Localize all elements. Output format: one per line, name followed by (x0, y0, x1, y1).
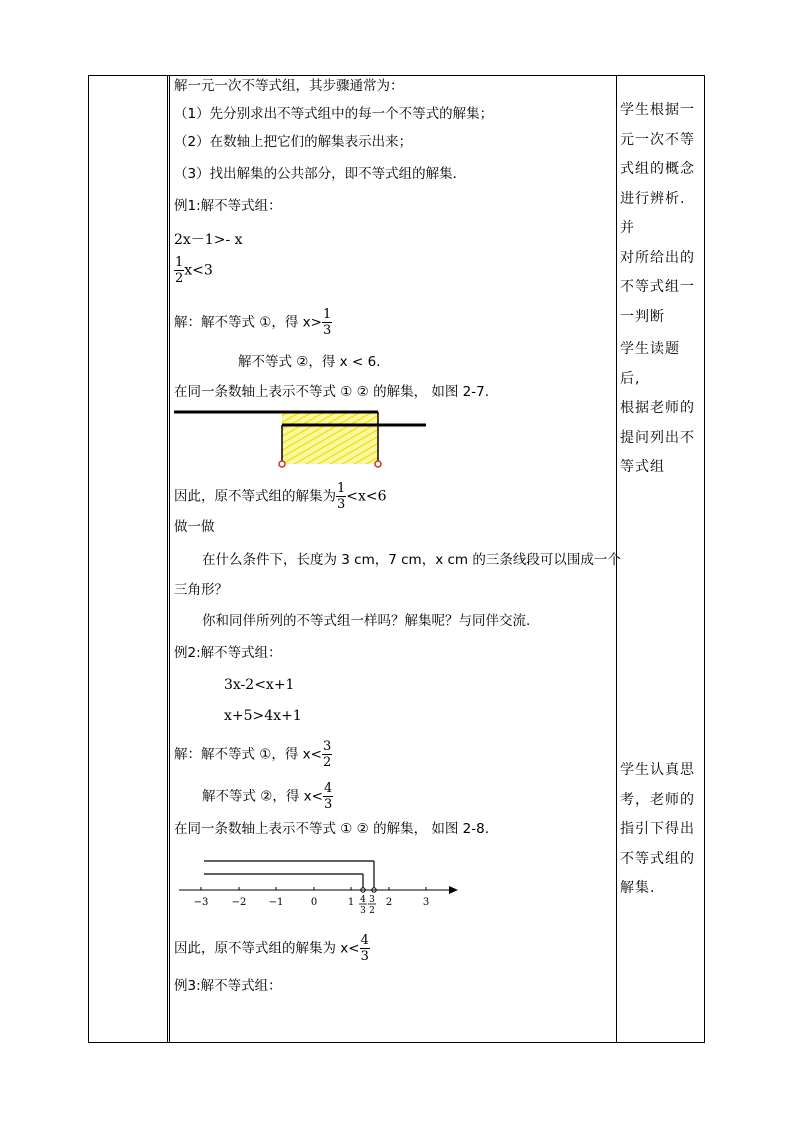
fraction: $\frac{4}{3}$ (324, 781, 333, 812)
try-it-paragraph-1: 在什么条件下，长度为 3 cm，7 cm，x cm 的三条线段可以围成一个 (202, 552, 621, 568)
example-1-inequality-1: 2x－1>- x (174, 232, 243, 248)
tick-label-3-2-num: 3 (369, 895, 375, 905)
hatched-region (282, 412, 378, 464)
side-note-3 (620, 756, 700, 904)
example-1-result: 因此，原不等式组的解集为 $\frac{1}{3}$ <x<6 (174, 481, 387, 512)
example-2-result: 因此，原不等式组的解集为 x< $\frac{4}{3}$ (174, 933, 369, 964)
example-2-title: 例2:解不等式组： (174, 645, 282, 661)
side-note-line: 考，老师的 (620, 791, 695, 808)
fraction: $\frac{3}{2}$ (323, 739, 332, 770)
side-note-line: 学生认真思 (620, 762, 695, 778)
side-note-line: 指引下得出 (620, 821, 695, 837)
example-2-solution-1: 解：解不等式 ①，得 x< $\frac{3}{2}$ (174, 739, 332, 770)
example-1-solution-1: 解：解不等式 ①，得 x> $\frac{1}{3}$ (174, 307, 332, 338)
tick-label: −1 (268, 897, 284, 908)
fraction: $\frac{4}{3}$ (360, 933, 369, 964)
tick-label: 2 (385, 897, 393, 908)
intro-text: 解一元一次不等式组，其步骤通常为： (174, 78, 404, 94)
try-it-paragraph-2: 你和同伴所列的不等式组一样吗？解集呢？与同伴交流. (202, 613, 531, 629)
side-note-line: 学生读题后, (620, 341, 680, 387)
side-note-line: 根据老师的 (620, 400, 695, 416)
example-2-inequality-2: x+5>4x+1 (224, 708, 302, 724)
side-note-1 (620, 96, 700, 332)
tick-label: 3 (422, 897, 430, 908)
figure-2-7 (174, 408, 434, 470)
step-1: （1）先分别求出不等式组中的每一个不等式的解集； (174, 106, 494, 122)
fraction: $\frac{1}{3}$ (337, 481, 346, 512)
side-note-line: 对所给出的 (620, 249, 695, 266)
fraction: $\frac{1}{3}$ (323, 307, 332, 338)
side-note-line: 进行辨析.并 (620, 190, 686, 236)
example-3-title: 例3:解不等式组： (174, 978, 282, 994)
try-it-paragraph-1b: 三角形？ (174, 582, 228, 598)
example-1-axis-text: 在同一条数轴上表示不等式 ① ② 的解集， 如图 2-7. (174, 384, 490, 400)
tick-label: 1 (347, 897, 355, 908)
step-3: （3）找出解集的公共部分，即不等式组的解集． (174, 166, 467, 182)
example-2-axis-text: 在同一条数轴上表示不等式 ① ② 的解集， 如图 2-8. (174, 821, 490, 837)
example-1-title: 例1:解不等式组： (174, 198, 282, 214)
side-note-line: 等式组 (620, 459, 665, 475)
open-endpoint-right (375, 461, 381, 467)
side-note-line: 学生根据一 (620, 102, 695, 118)
tick-label: 0 (310, 897, 318, 908)
side-note-line: 不等式组的 (620, 850, 695, 867)
axis-arrow-icon (449, 886, 458, 894)
side-note-line: 一判断 (620, 308, 665, 325)
figure-2-8 (174, 855, 464, 919)
example-2-solution-2: 解不等式 ②，得 x< $\frac{4}{3}$ (202, 781, 333, 812)
side-note-line: 元一次不等 (620, 131, 695, 148)
try-it-title: 做一做 (174, 519, 215, 535)
side-note-line: 式组的概念 (620, 161, 695, 177)
step-2: （2）在数轴上把它们的解集表示出来； (174, 134, 413, 150)
column-divider (167, 76, 168, 1042)
example-2-inequality-1: 3x-2<x+1 (224, 677, 295, 693)
example-1-inequality-2: $\frac{1}{2}$ x<3 (175, 255, 213, 286)
side-note-2 (620, 335, 700, 483)
fraction: $\frac{1}{2}$ (175, 255, 184, 286)
side-note-line: 解集. (620, 880, 656, 896)
tick-label: −2 (231, 897, 247, 908)
tick-label-4-3-num: 4 (360, 895, 366, 905)
tick-label-3-2-den: 2 (369, 906, 375, 916)
column-divider (169, 76, 170, 1042)
side-note-line: 不等式组一 (620, 279, 695, 295)
tick-label: −3 (193, 897, 209, 908)
example-1-solution-2: 解不等式 ②，得 x < 6. (238, 354, 381, 370)
tick-label-4-3-den: 3 (360, 906, 366, 916)
side-note-line: 提问列出不 (620, 429, 695, 446)
open-endpoint-left (279, 461, 285, 467)
